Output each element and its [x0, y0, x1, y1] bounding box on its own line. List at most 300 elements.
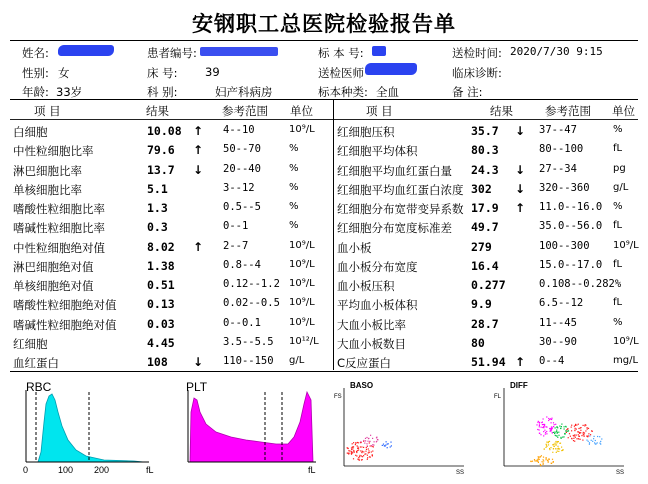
scatter-dot — [588, 433, 589, 434]
reference-range: 30--90 — [539, 335, 577, 348]
test-name: 淋巴细胞绝对值 — [13, 259, 94, 274]
specimen-no-label: 标 本 号: — [318, 46, 364, 60]
scatter-dot — [558, 451, 559, 452]
reference-range: 0.108--0.282% — [539, 278, 622, 290]
test-value: 79.6 — [147, 143, 175, 158]
test-name: 嗜酸性粒细胞绝对值 — [13, 298, 117, 313]
reference-range: 80--100 — [539, 143, 584, 156]
baso-scatter — [334, 382, 474, 474]
reference-range: 37--47 — [539, 124, 577, 136]
scatter-dot — [585, 430, 586, 431]
scatter-dot — [366, 447, 367, 448]
scatter-dot — [357, 445, 358, 446]
scatter-dot — [583, 433, 584, 434]
scatter-dot — [360, 441, 361, 442]
test-name: 红细胞压积 — [337, 125, 395, 139]
scatter-dot — [347, 447, 348, 448]
scatter-dot — [585, 425, 586, 426]
scatter-dot — [357, 450, 358, 451]
scatter-dot — [539, 425, 540, 426]
scatter-dot — [557, 446, 558, 447]
scatter-dot — [571, 427, 572, 428]
scatter-dot — [358, 450, 359, 451]
scatter-dot — [571, 425, 572, 426]
result-row — [13, 259, 331, 278]
col-result-right: 结果 — [490, 104, 513, 118]
scatter-dot — [580, 432, 581, 433]
scatter-dot — [573, 438, 574, 439]
reference-range: 0--1 — [223, 220, 249, 233]
scatter-dot — [557, 448, 558, 449]
scatter-dot — [573, 440, 574, 441]
result-row — [13, 143, 331, 162]
scatter-dot — [363, 455, 364, 456]
scatter-dot — [371, 445, 372, 446]
reference-range: 0.12--1.2 — [223, 278, 280, 290]
scatter-dot — [538, 462, 539, 463]
result-row — [13, 336, 331, 355]
rbc-tick-0: 0 — [23, 465, 29, 474]
scatter-dot — [546, 427, 547, 428]
result-row — [337, 182, 640, 201]
test-unit: 10⁹/L — [289, 316, 315, 328]
test-unit: % — [289, 143, 299, 155]
scatter-dot — [368, 452, 369, 453]
scatter-dot — [571, 430, 572, 431]
scatter-dot — [534, 460, 535, 461]
baso-x-label: SS — [456, 470, 465, 474]
result-row — [13, 297, 331, 316]
col-unit-left: 单位 — [290, 104, 313, 118]
scatter-dot — [554, 424, 555, 425]
scatter-dot — [551, 426, 552, 427]
scatter-dot — [367, 441, 368, 442]
header-top-rule — [10, 40, 638, 41]
diff-dots — [530, 416, 602, 466]
dept-label: 科 别: — [147, 85, 178, 99]
test-value: 51.94 — [471, 355, 506, 369]
dept-value: 妇产科病房 — [215, 85, 273, 99]
scatter-dot — [600, 444, 601, 445]
abnormal-flag: ↑ — [515, 355, 526, 369]
scatter-dot — [353, 458, 354, 459]
test-name: 淋巴细胞比率 — [13, 163, 82, 178]
scatter-dot — [595, 440, 596, 441]
scatter-dot — [543, 464, 544, 465]
scatter-dot — [361, 446, 362, 447]
reference-range: 20--40 — [223, 162, 261, 175]
table-header-rule — [10, 119, 638, 120]
scatter-dot — [553, 432, 554, 433]
scatter-dot — [559, 426, 560, 427]
scatter-dot — [536, 460, 537, 461]
rbc-tick-100: 100 — [58, 465, 74, 474]
reference-range: 0--0.1 — [223, 316, 261, 329]
diff-label: DIFF — [510, 382, 528, 390]
reference-range: 0.02--0.5 — [223, 297, 280, 310]
scatter-dot — [372, 438, 373, 439]
scatter-dot — [562, 449, 563, 450]
scatter-dot — [551, 463, 552, 464]
scatter-dot — [353, 442, 354, 443]
age-value: 33岁 — [56, 85, 83, 99]
scatter-dot — [363, 440, 364, 441]
test-name: 红细胞平均血红蛋白浓度 — [337, 182, 464, 197]
result-row — [337, 336, 640, 355]
test-name: 单核细胞比率 — [13, 182, 82, 197]
scatter-dot — [557, 426, 558, 427]
scatter-dot — [555, 441, 556, 442]
test-value: 13.7 — [147, 162, 175, 177]
sex-label: 性别: — [22, 66, 49, 80]
scatter-dot — [583, 434, 584, 435]
test-value: 10.08 — [147, 124, 182, 138]
result-row — [13, 240, 331, 259]
abnormal-flag: ↑ — [193, 143, 204, 158]
scatter-dot — [539, 422, 540, 423]
scatter-dot — [551, 418, 552, 419]
scatter-dot — [586, 440, 587, 441]
scatter-dot — [367, 445, 368, 446]
test-name: 大血小板比率 — [337, 317, 406, 332]
scatter-dot — [372, 454, 373, 455]
scatter-dot — [543, 426, 544, 427]
scatter-dot — [560, 437, 561, 438]
test-value: 302 — [471, 181, 492, 196]
scatter-dot — [539, 423, 540, 424]
age-label: 年龄: — [22, 85, 49, 99]
scatter-dot — [580, 427, 581, 428]
scatter-dot — [549, 449, 550, 450]
scatter-dot — [552, 459, 553, 460]
scatter-dot — [543, 459, 544, 460]
scatter-dot — [587, 429, 588, 430]
scatter-dot — [532, 461, 533, 462]
test-value: 16.4 — [471, 258, 499, 273]
scatter-dot — [563, 436, 564, 437]
scatter-dot — [387, 447, 388, 448]
test-value: 49.7 — [471, 220, 499, 235]
test-name: 血红蛋白 — [13, 356, 59, 370]
scatter-dot — [555, 424, 556, 425]
test-name: 红细胞分布宽带变异系数 — [337, 202, 464, 216]
test-value: 17.9 — [471, 201, 499, 215]
scatter-dot — [569, 433, 570, 434]
scatter-dot — [548, 442, 549, 443]
scatter-dot — [597, 442, 598, 443]
scatter-dot — [549, 448, 550, 449]
test-name: 血小板 — [337, 240, 372, 255]
scatter-dot — [546, 433, 547, 434]
reference-range: 0.8--4 — [223, 258, 261, 271]
scatter-dot — [570, 436, 571, 437]
scatter-dot — [549, 428, 550, 429]
abnormal-flag: ↑ — [515, 201, 526, 215]
test-unit: fL — [613, 143, 623, 155]
scatter-dot — [567, 428, 568, 429]
scatter-dot — [366, 449, 367, 450]
scatter-dot — [356, 452, 357, 453]
scatter-dot — [542, 461, 543, 462]
scatter-dot — [584, 425, 585, 426]
bed-label: 床 号: — [147, 66, 178, 80]
scatter-dot — [575, 424, 576, 425]
scatter-dot — [353, 451, 354, 452]
scatter-dot — [565, 433, 566, 434]
patient-no-redaction — [200, 44, 278, 58]
scatter-dot — [372, 444, 373, 445]
scatter-dot — [564, 428, 565, 429]
scatter-dot — [554, 433, 555, 434]
scatter-dot — [355, 455, 356, 456]
scatter-dot — [594, 436, 595, 437]
scatter-dot — [370, 457, 371, 458]
scatter-dot — [540, 456, 541, 457]
table-divider — [333, 100, 334, 370]
test-name: 中性粒细胞比率 — [13, 144, 94, 159]
test-name: C反应蛋白 — [337, 356, 392, 370]
result-row — [13, 124, 331, 143]
test-value: 8.02 — [147, 239, 175, 254]
scatter-dot — [550, 430, 551, 431]
scatter-dot — [546, 446, 547, 447]
scatter-dot — [588, 428, 589, 429]
rbc-label: RBC — [26, 382, 52, 394]
scatter-dot — [564, 426, 565, 427]
scatter-dot — [566, 426, 567, 427]
scatter-dot — [545, 434, 546, 435]
scatter-dot — [540, 464, 541, 465]
scatter-dot — [351, 449, 352, 450]
scatter-dot — [367, 457, 368, 458]
send-time-value: 2020/7/30 9:15 — [510, 45, 603, 58]
scatter-dot — [538, 456, 539, 457]
scatter-dot — [548, 420, 549, 421]
scatter-dot — [385, 445, 386, 446]
scatter-dot — [557, 441, 558, 442]
scatter-dot — [352, 448, 353, 449]
reference-range: 0.5--5 — [223, 201, 261, 213]
scatter-dot — [597, 436, 598, 437]
rbc-curve — [29, 394, 144, 462]
scatter-dot — [566, 432, 567, 433]
scatter-dot — [580, 430, 581, 431]
abnormal-flag: ↑ — [193, 239, 204, 254]
scatter-dot — [539, 459, 540, 460]
result-row — [337, 124, 640, 143]
scatter-dot — [555, 448, 556, 449]
reference-range: 11.0--16.0 — [539, 201, 603, 213]
scatter-dot — [555, 445, 556, 446]
scatter-dot — [374, 441, 375, 442]
scatter-dot — [556, 435, 557, 436]
scatter-dot — [543, 460, 544, 461]
plt-label: PLT — [186, 382, 208, 394]
scatter-dot — [543, 463, 544, 464]
scatter-dot — [349, 453, 350, 454]
test-value: 1.38 — [147, 258, 175, 273]
scatter-dot — [372, 451, 373, 452]
scatter-dot — [370, 445, 371, 446]
scatter-dot — [583, 432, 584, 433]
baso-y-label: FS — [334, 394, 342, 400]
abnormal-flag: ↓ — [515, 124, 526, 138]
scatter-dot — [549, 441, 550, 442]
scatter-dot — [539, 433, 540, 434]
reference-range: 15.0--17.0 — [539, 258, 603, 271]
scatter-dot — [360, 446, 361, 447]
scatter-dot — [550, 447, 551, 448]
scatter-dot — [576, 429, 577, 430]
abnormal-flag: ↓ — [515, 162, 526, 177]
scatter-dot — [553, 426, 554, 427]
scatter-dot — [574, 430, 575, 431]
scatter-dot — [576, 425, 577, 426]
scatter-dot — [369, 441, 370, 442]
scatter-dot — [539, 426, 540, 427]
scatter-dot — [588, 441, 589, 442]
send-time-label: 送检时间: — [452, 46, 502, 60]
scatter-dot — [361, 455, 362, 456]
test-value: 0.13 — [147, 297, 175, 312]
scatter-dot — [377, 439, 378, 440]
scatter-dot — [382, 445, 383, 446]
scatter-dot — [359, 455, 360, 456]
sex-value: 女 — [58, 66, 70, 80]
result-row — [337, 317, 640, 336]
result-row — [13, 317, 331, 336]
scatter-dot — [556, 452, 557, 453]
test-unit: fL — [613, 297, 623, 309]
scatter-dot — [549, 419, 550, 420]
scatter-dot — [578, 438, 579, 439]
scatter-dot — [369, 442, 370, 443]
scatter-dot — [537, 422, 538, 423]
scatter-dot — [596, 443, 597, 444]
scatter-dot — [592, 431, 593, 432]
scatter-dot — [551, 419, 552, 420]
reference-range: 2--7 — [223, 239, 249, 252]
result-row — [337, 240, 640, 259]
test-unit: g/L — [289, 355, 305, 366]
reference-range: 110--150 — [223, 355, 274, 367]
test-unit: mg/L — [613, 355, 639, 366]
scatter-dot — [582, 440, 583, 441]
scatter-dot — [376, 441, 377, 442]
scatter-dot — [576, 438, 577, 439]
test-unit: % — [289, 201, 299, 212]
scatter-dot — [546, 459, 547, 460]
scatter-dot — [554, 444, 555, 445]
scatter-dot — [571, 438, 572, 439]
scatter-dot — [543, 424, 544, 425]
scatter-dot — [553, 448, 554, 449]
table-bottom-rule — [10, 371, 638, 372]
scatter-dot — [561, 447, 562, 448]
plt-curve — [190, 392, 313, 462]
scatter-dot — [376, 437, 377, 438]
result-row — [13, 163, 331, 182]
test-name: 嗜酸性粒细胞比率 — [13, 202, 105, 216]
scatter-dot — [363, 451, 364, 452]
result-row — [13, 201, 331, 220]
bed-value: 39 — [205, 65, 220, 79]
reference-range: 4--10 — [223, 124, 255, 136]
doctor-redaction — [365, 63, 417, 77]
test-value: 1.3 — [147, 201, 168, 215]
scatter-dot — [592, 441, 593, 442]
scatter-dot — [561, 450, 562, 451]
scatter-dot — [367, 455, 368, 456]
scatter-dot — [560, 428, 561, 429]
scatter-dot — [366, 443, 367, 444]
test-value: 0.03 — [147, 316, 175, 331]
scatter-dot — [587, 427, 588, 428]
remark-label: 备 注: — [452, 85, 483, 99]
plt-unit: fL — [308, 465, 316, 474]
test-unit: 10⁹/L — [289, 124, 315, 135]
scatter-dot — [543, 418, 544, 419]
scatter-dot — [373, 445, 374, 446]
scatter-dot — [552, 432, 553, 433]
scatter-dot — [352, 446, 353, 447]
test-unit: % — [613, 201, 623, 212]
report-title: 安钢职工总医院检验报告单 — [192, 11, 456, 36]
abnormal-flag: ↑ — [193, 124, 204, 138]
scatter-dot — [584, 436, 585, 437]
test-unit: fL — [613, 258, 623, 270]
scatter-dot — [383, 444, 384, 445]
scatter-dot — [365, 440, 366, 441]
scatter-dot — [578, 424, 579, 425]
doctor-label: 送检医师 — [318, 66, 364, 80]
scatter-dot — [578, 436, 579, 437]
scatter-dot — [548, 462, 549, 463]
scatter-dot — [548, 459, 549, 460]
scatter-dot — [568, 430, 569, 431]
scatter-dot — [601, 438, 602, 439]
scatter-dot — [373, 446, 374, 447]
scatter-dot — [367, 459, 368, 460]
abnormal-flag: ↓ — [193, 355, 204, 369]
scatter-dot — [355, 442, 356, 443]
scatter-dot — [544, 449, 545, 450]
col-ref-left: 参考范围 — [222, 104, 268, 118]
scatter-dot — [555, 435, 556, 436]
test-value: 5.1 — [147, 181, 168, 196]
specimen-type-value: 全血 — [376, 85, 399, 99]
scatter-dot — [583, 425, 584, 426]
test-unit: 10⁹/L — [289, 278, 315, 289]
scatter-dot — [593, 438, 594, 439]
result-row — [337, 259, 640, 278]
reference-range: 6.5--12 — [539, 297, 584, 310]
scatter-dot — [558, 449, 559, 450]
test-value: 108 — [147, 355, 168, 369]
scatter-dot — [587, 436, 588, 437]
test-value: 9.9 — [471, 297, 492, 312]
scatter-dot — [387, 444, 388, 445]
scatter-dot — [555, 443, 556, 444]
scatter-dot — [546, 444, 547, 445]
reference-range: 35.0--56.0 — [539, 220, 603, 233]
diagnosis-label: 临床诊断: — [452, 66, 502, 80]
scatter-dot — [390, 442, 391, 443]
reference-range: 11--45 — [539, 316, 577, 329]
scatter-dot — [347, 453, 348, 454]
patient-name-label: 姓名: — [22, 46, 49, 60]
test-name: 单核细胞绝对值 — [13, 279, 94, 293]
